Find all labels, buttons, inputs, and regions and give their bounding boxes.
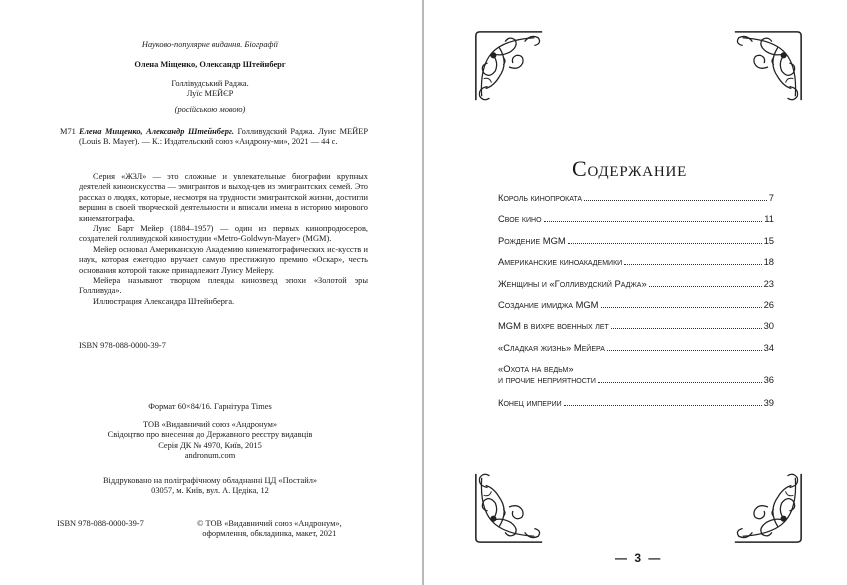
printer-line: 03057, м. Київ, вул. А. Цедіка, 12	[151, 486, 269, 496]
isbn-mid: ISBN 978-088-0000-39-7	[79, 341, 166, 350]
publisher-line: Серія ДК № 4970, Київ, 2015	[158, 440, 262, 450]
isbn-bottom: ISBN 978-088-0000-39-7	[57, 519, 144, 528]
bib-authors: Елена Мищенко, Александр Штейнберг.	[79, 127, 234, 136]
toc-leader	[584, 199, 767, 201]
page-number-dash: —	[648, 551, 661, 565]
toc-entry-page: 23	[763, 278, 774, 289]
page-number-dash: —	[615, 551, 627, 565]
annotation-paragraph: Мейера называют творцом плеяды кинозвезд эпохи «Золотой эры Голливуда».	[79, 276, 368, 296]
toc-entry[interactable]	[498, 320, 774, 331]
toc-entry-label-line2: и прочие неприятности	[498, 374, 596, 385]
annotation	[79, 172, 368, 307]
toc-leader	[568, 242, 762, 244]
page-number-value: 3	[634, 551, 642, 565]
toc-entry-page: 30	[763, 320, 774, 331]
bibliographic-record	[79, 127, 368, 148]
toc-entry-page: 15	[763, 235, 774, 246]
authors-line: Олена Міщенко, Олександр Штейнберг	[134, 60, 286, 69]
page-number	[615, 551, 660, 565]
toc-entry-page: 34	[763, 342, 774, 353]
book-title-line1: Голлівудський Раджа.	[171, 79, 249, 88]
corner-ornament-icon	[470, 28, 548, 106]
toc-entry-label: «Сладкая жизнь» Мейера	[498, 342, 605, 353]
toc-entry-label: MGM в вихре военных лет	[498, 320, 609, 331]
toc-title: Содержание	[572, 156, 688, 181]
toc-entry-page: 11	[764, 213, 774, 224]
toc-leader	[564, 404, 762, 406]
copyright-line: оформлення, обкладинка, макет, 2021	[202, 529, 337, 539]
book-title-line2: Луїс МЕЙЄР	[186, 89, 234, 98]
toc-entry[interactable]	[498, 299, 774, 310]
toc-entry-label: Король кинопроката	[498, 192, 583, 203]
genre-line: Науково-популярне видання. Біографії	[141, 40, 279, 49]
toc-leader	[544, 220, 763, 222]
toc-entry-page: 18	[763, 256, 774, 267]
copyright-block	[197, 519, 342, 540]
catalog-code: М71	[60, 127, 76, 136]
toc-entry-label: Рождение MGM	[498, 235, 566, 246]
toc-entry[interactable]	[498, 342, 774, 353]
toc-entry[interactable]	[498, 213, 774, 224]
format-line: Формат 60×84/16. Гарнітура Times	[148, 402, 272, 411]
toc-entry-label: Создание имиджа MGM	[498, 299, 599, 310]
toc-entry-page: 36	[763, 374, 774, 385]
publisher-line: ТОВ «Видавничий союз «Андронум»	[142, 420, 278, 429]
left-page	[0, 0, 422, 585]
toc-leader	[598, 381, 762, 383]
copyright-line: © ТОВ «Видавничий союз «Андронум»,	[197, 519, 342, 528]
annotation-paragraph: Луис Барт Мейер (1884–1957) — один из первых кинопродюсеров, создателей голливудской киностудии «Metro-Goldwyn-Mayer» (MGM).	[79, 224, 368, 244]
toc-entry-page: 26	[763, 299, 774, 310]
toc-entry-label-line1: «Охота на ведьм»	[498, 363, 574, 374]
annotation-paragraph: Мейер основал Американскую Академию кинематографических ис-кусств и наук, которая ежегодно вручает самую престижную премию «Оскар», честь основания которой также принадлежит Луису Мейеру.	[79, 244, 368, 275]
bib-details: Голливудский Раджа. Луис МЕЙЕР (Louis B. Mayer). — К.: Издательский союз «Андрону-ми», 2021 — 44 с.	[79, 127, 368, 147]
toc-entry-label	[498, 363, 596, 385]
publisher-block	[60, 420, 360, 462]
publisher-line: andronum.com	[184, 451, 236, 461]
toc-leader	[601, 306, 762, 308]
toc-entry[interactable]	[498, 235, 774, 246]
toc-entry[interactable]	[498, 256, 774, 267]
toc-entry[interactable]	[498, 363, 774, 385]
annotation-paragraph: Иллюстрация Александра Штейнберга.	[93, 296, 235, 306]
toc-entry[interactable]	[498, 192, 774, 203]
toc-entry-page: 7	[768, 192, 774, 203]
toc-entry-label: Конец империи	[498, 397, 562, 408]
toc-entry[interactable]	[498, 278, 774, 289]
printer-block	[60, 476, 360, 497]
toc-entry-label: Женщины и «Голливудский Раджа»	[498, 278, 647, 289]
toc-leader	[611, 327, 762, 329]
corner-ornament-icon	[729, 468, 807, 546]
toc-leader	[607, 349, 762, 351]
toc-entry-label: Американские киноакадемики	[498, 256, 623, 267]
toc-entry-label: Свое кино	[498, 213, 542, 224]
toc-entry-page: 39	[763, 397, 774, 408]
annotation-paragraph: Серия «ЖЗЛ» — это сложные и увлекательные биографии крупных деятелей киноискусства — эмигрантов и выход-цев из эмигрантских семей. Это рассказ о людях, которые, несмотря на трудности эмигрантской жизни, достигли вершин в своей творческой деятельности и вписали имена в историю мирового кинематографа.	[79, 172, 368, 223]
toc-leader	[649, 285, 762, 287]
printer-line: Віддруковано на поліграфічному обладнанні ЦД «Постайл»	[102, 476, 318, 485]
toc-entry[interactable]	[498, 397, 774, 408]
toc-leader	[624, 263, 761, 265]
language-note: (російською мовою)	[174, 105, 246, 114]
publisher-line: Свідоцтво про внесення до Державного реєстру видавців	[107, 430, 313, 440]
corner-ornament-icon	[470, 468, 548, 546]
corner-ornament-icon	[729, 28, 807, 106]
